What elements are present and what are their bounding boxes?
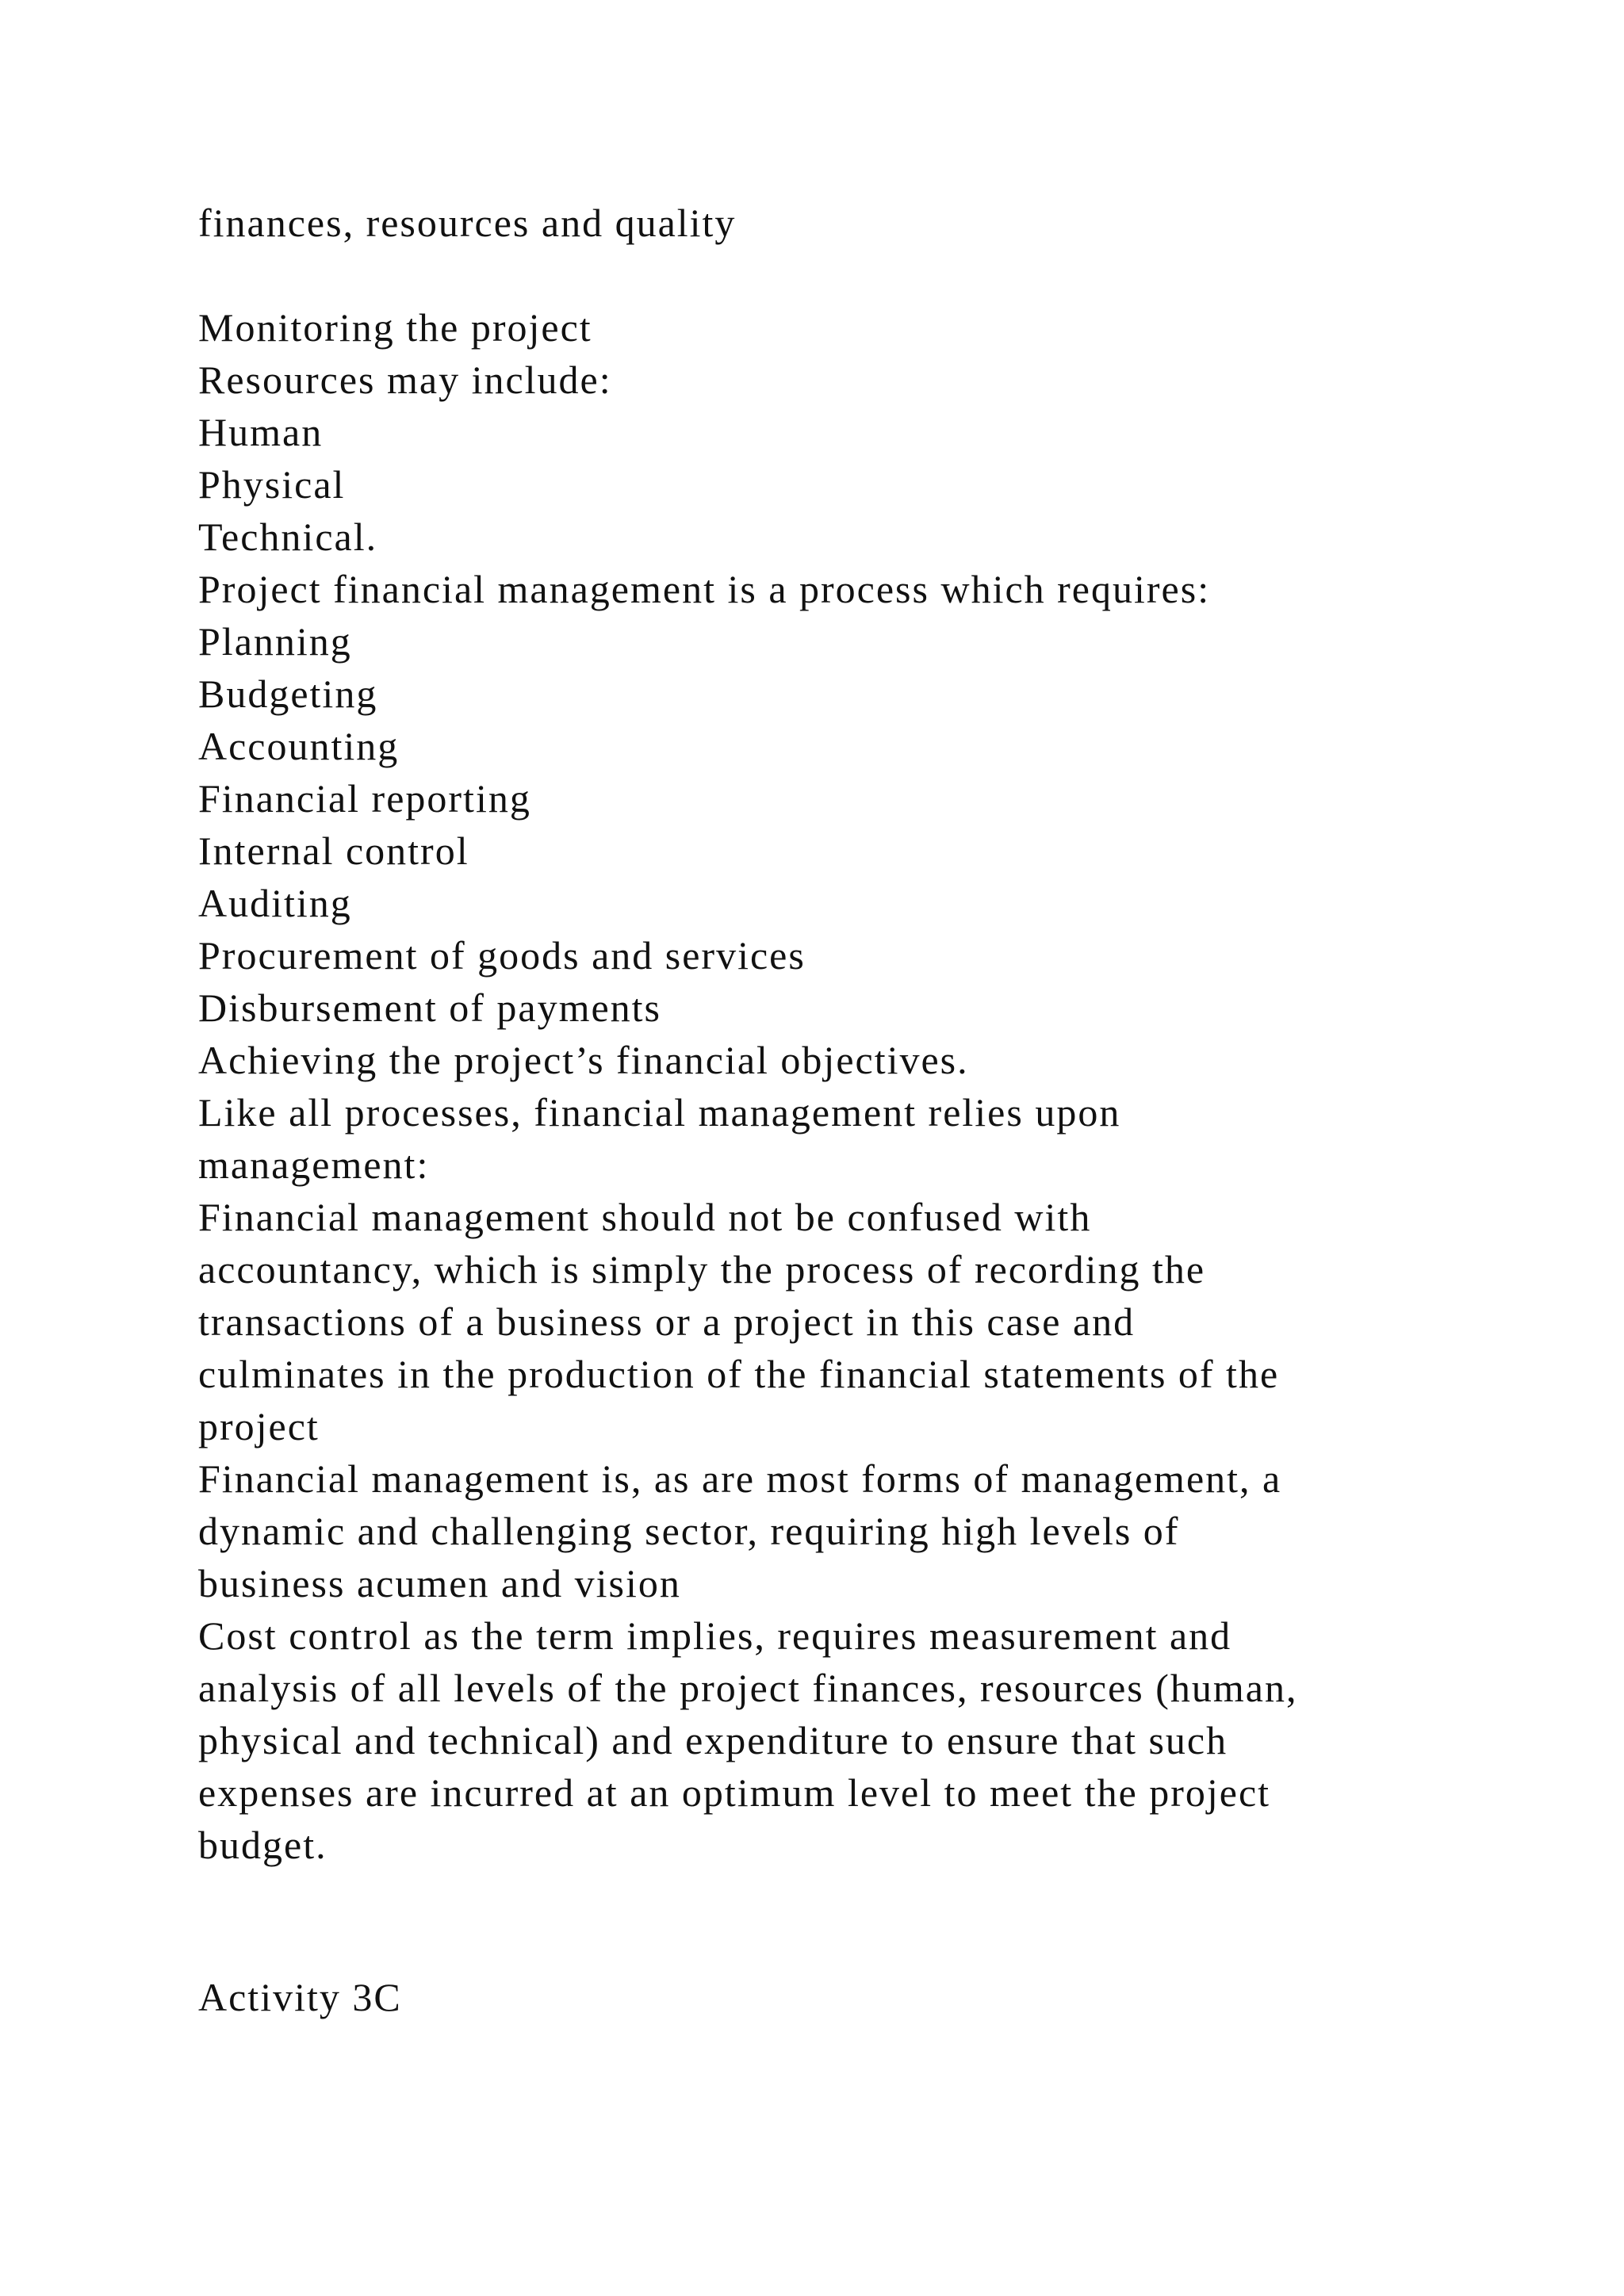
text-line-finances: finances, resources and quality: [198, 201, 737, 245]
text-line: culminates in the production of the financial statements of the: [198, 1352, 1280, 1396]
text-line: physical and technical) and expenditure to ensure that such: [198, 1718, 1228, 1762]
text-line: Disbursement of payments: [198, 985, 662, 1030]
text-line: transactions of a business or a project in this case and: [198, 1299, 1136, 1344]
text-line: Resources may include:: [198, 358, 612, 402]
text-line: project: [198, 1404, 320, 1448]
text-line: analysis of all levels of the project finances, resources (human,: [198, 1666, 1298, 1710]
document-body-text: [198, 301, 1499, 1871]
document-top-text: [198, 197, 1499, 249]
activity-section: [198, 1971, 1499, 2023]
text-line: Cost control as the term implies, requires measurement and: [198, 1613, 1232, 1658]
text-line: Financial reporting: [198, 776, 531, 821]
text-line: budget.: [198, 1823, 327, 1867]
text-line: business acumen and vision: [198, 1561, 681, 1605]
activity-heading: Activity 3C: [198, 1975, 402, 2019]
text-line: Technical.: [198, 515, 378, 559]
text-line: Internal control: [198, 828, 469, 873]
text-line: Auditing: [198, 881, 352, 925]
text-line: Procurement of goods and services: [198, 933, 806, 978]
text-line: accountancy, which is simply the process of recording the: [198, 1247, 1206, 1292]
text-line: Human: [198, 410, 324, 454]
text-line: Accounting: [198, 724, 400, 768]
text-line: Monitoring the project: [198, 305, 592, 350]
text-line: management:: [198, 1142, 430, 1187]
text-line: Financial management should not be confused with: [198, 1195, 1092, 1239]
text-line: Like all processes, financial management relies upon: [198, 1090, 1121, 1135]
text-line: Planning: [198, 619, 352, 664]
text-line: dynamic and challenging sector, requiring high levels of: [198, 1509, 1180, 1553]
text-line: Budgeting: [198, 672, 378, 716]
text-line: Project financial management is a process which requires:: [198, 567, 1211, 611]
text-line: expenses are incurred at an optimum level to meet the project: [198, 1770, 1271, 1815]
text-line: Financial management is, as are most forms of management, a: [198, 1456, 1282, 1501]
text-line: Physical: [198, 462, 346, 507]
text-line: Achieving the project’s financial objectives.: [198, 1038, 969, 1082]
